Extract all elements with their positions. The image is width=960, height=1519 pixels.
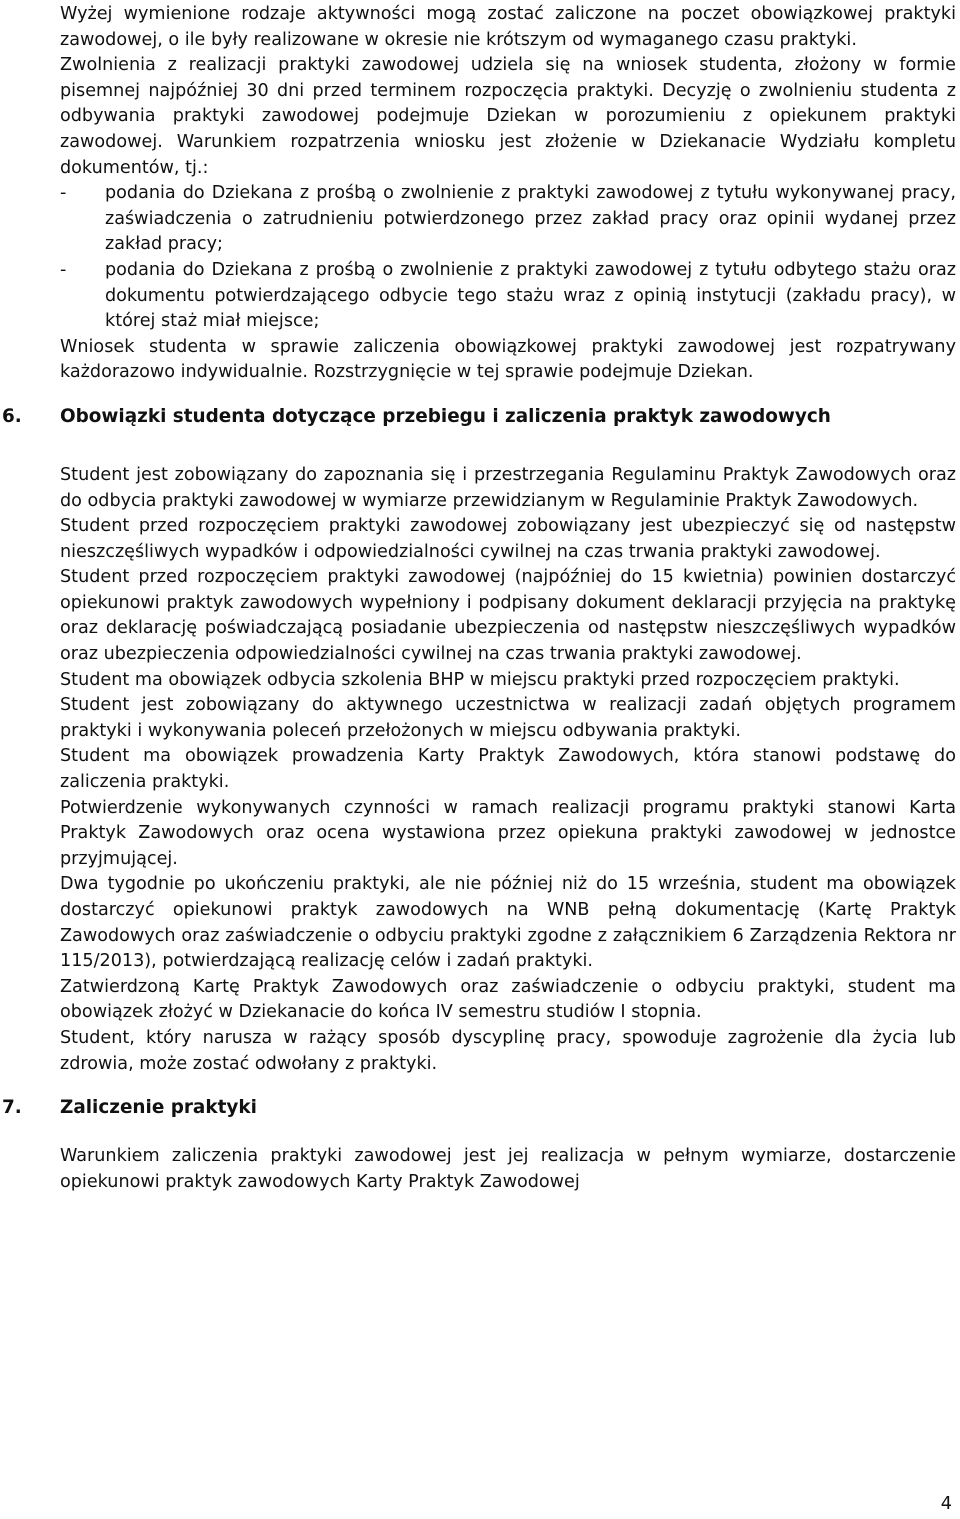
document-list	[60, 181, 956, 335]
paragraph: Wniosek studenta w sprawie zaliczenia obowiązkowej praktyki zawodowej jest rozpatrywany każdorazowo indywidualnie. Rozstrzygnięcie w tej sprawie podejmuje Dziekan.	[60, 336, 956, 383]
section-6-heading	[2, 404, 956, 430]
paragraph: Student ma obowiązek odbycia szkolenia BHP w miejscu praktyki przed rozpoczęciem praktyki.	[60, 669, 900, 690]
paragraph: Student ma obowiązek prowadzenia Karty Praktyk Zawodowych, która stanowi podstawę do zaliczenia praktyki.	[60, 746, 956, 793]
paragraph: Potwierdzenie wykonywanych czynności w ramach realizacji programu praktyki stanowi Karta Praktyk Zawodowych oraz ocena wystawiona przez opiekuna praktyki zawodowej w jednostce przyjmującej.	[60, 797, 956, 869]
list-item	[60, 181, 956, 258]
paragraph: Student przed rozpoczęciem praktyki zawodowej (najpóźniej do 15 kwietnia) powinien dostarczyć opiekunowi praktyk zawodowych wypełniony i podpisany dokument deklaracji przyjęcia na praktykę oraz deklarację poświadczającą posiadanie ubezpieczenia od następstw nieszczęśliwych wypadków oraz ubezpieczenia odpowiedzialności cywilnej na czas trwania praktyki zawodowej.	[60, 567, 956, 665]
paragraph: Zwolnienia z realizacji praktyki zawodowej udziela się na wniosek studenta, złożony w formie pisemnej najpóźniej 30 dni przed terminem rozpoczęcia praktyki. Decyzję o zwolnieniu studenta z odbywania praktyki zawodowej podejmuje Dziekan w porozumieniu z opiekunem praktyki zawodowej. Warunkiem rozpatrzenia wniosku jest złożenie w Dziekanacie Wydziału kompletu dokumentów, tj.:	[60, 55, 956, 178]
paragraph: Dwa tygodnie po ukończeniu praktyki, ale nie później niż do 15 września, student ma obowiązek dostarczyć opiekunowi praktyk zawodowych na WNB pełną dokumentację (Kartę Praktyk Zawodowych oraz zaświadczenie o odbyciu praktyki zgodne z załącznikiem 6 Zarządzenia Rektora nr 115/2013), potwierdzającą realizację celów i zadań praktyki.	[60, 874, 956, 972]
list-item-text: podania do Dziekana z prośbą o zwolnienie z praktyki zawodowej z tytułu odbytego stażu oraz dokumentu potwierdzającego odbycie tego stażu wraz z opinią instytucji (zakładu pracy), w której staż miał miejsce;	[105, 259, 956, 332]
section-6-body	[60, 463, 956, 1077]
dash-bullet: -	[60, 183, 67, 204]
section-title: Zaliczenie praktyki	[60, 1097, 257, 1119]
document-page	[2, 0, 956, 1195]
section-title: Obowiązki studenta dotyczące przebiegu i zaliczenia praktyk zawodowych	[60, 405, 831, 427]
intro-section	[60, 2, 956, 386]
paragraph: Student jest zobowiązany do zapoznania się i przestrzegania Regulaminu Praktyk Zawodowych oraz do odbycia praktyki zawodowej w wymiarze przewidzianym w Regulaminie Praktyk Zawodowych.	[60, 464, 956, 511]
list-item	[60, 258, 956, 335]
section-number: 6.	[2, 405, 22, 427]
paragraph: Student jest zobowiązany do aktywnego uczestnictwa w realizacji zadań objętych programem praktyki i wykonywania poleceń przełożonych w miejscu odbywania praktyki.	[60, 695, 956, 741]
section-7-body	[60, 1144, 956, 1195]
page-number: 4	[940, 1494, 952, 1514]
section-7-heading	[2, 1095, 956, 1121]
paragraph: Warunkiem zaliczenia praktyki zawodowej jest jej realizacja w pełnym wymiarze, dostarczenie opiekunowi praktyk zawodowych Karty Praktyk Zawodowej	[60, 1146, 956, 1192]
list-item-text: podania do Dziekana z prośbą o zwolnienie z praktyki zawodowej z tytułu wykonywanej pracy, zaświadczenia o zatrudnieniu potwierdzonego przez zakład pracy oraz opinii wydanej przez zakład pracy;	[105, 183, 956, 255]
section-number: 7.	[2, 1097, 22, 1119]
paragraph: Student przed rozpoczęciem praktyki zawodowej zobowiązany jest ubezpieczyć się od następstw nieszczęśliwych wypadków i odpowiedzialności cywilnej na czas trwania praktyki zawodowej.	[60, 516, 956, 562]
paragraph: Student, który narusza w rażący sposób dyscyplinę pracy, spowoduje zagrożenie dla życia lub zdrowia, może zostać odwołany z praktyki.	[60, 1027, 956, 1074]
dash-bullet: -	[60, 259, 67, 280]
paragraph: Wyżej wymienione rodzaje aktywności mogą zostać zaliczone na poczet obowiązkowej praktyki zawodowej, o ile były realizowane w okresie nie krótszym od wymaganego czasu praktyki.	[60, 4, 956, 50]
paragraph: Zatwierdzoną Kartę Praktyk Zawodowych oraz zaświadczenie o odbyciu praktyki, student ma obowiązek złożyć w Dziekanacie do końca IV semestru studiów I stopnia.	[60, 976, 956, 1023]
